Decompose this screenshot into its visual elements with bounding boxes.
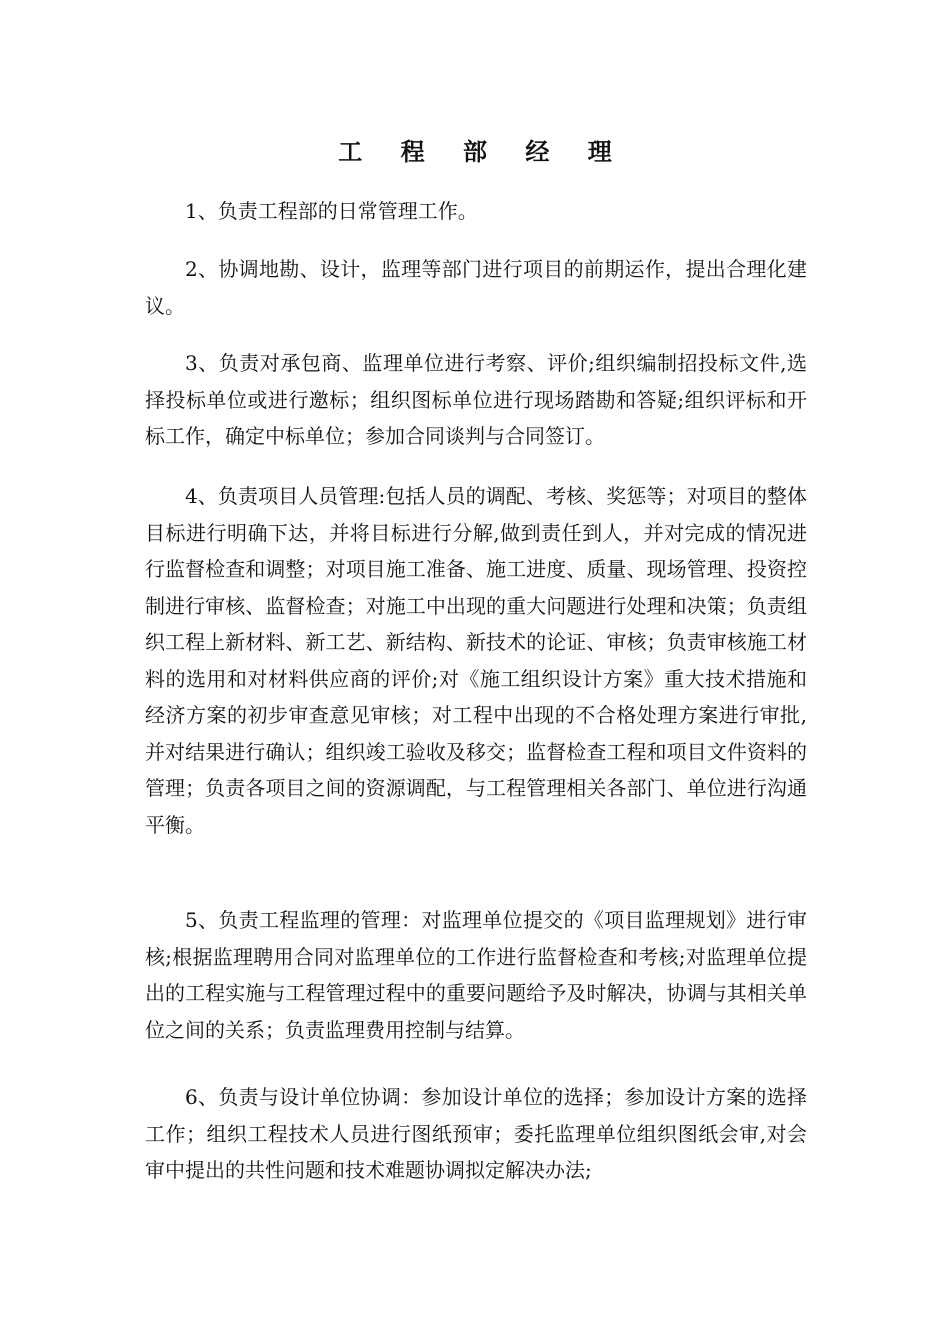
paragraph-1: 1、负责工程部的日常管理工作。 [185, 199, 478, 223]
paragraph-3: 3、负责对承包商、监理单位进行考察、评价;组织编制招投标文件,选择投标单位或进行邀标；组织图标单位进行现场踏勘和答疑;组织评标和开标工作，确定中标单位；参加合同谈判与合同签订。 [145, 351, 807, 448]
paragraph-4: 4、负责项目人员管理:包括人员的调配、考核、奖惩等；对项目的整体目标进行明确下达，并将目标进行分解,做到责任到人，并对完成的情况进行监督检查和调整；对项目施工准备、施工进度、质量、现场管理、投资控制进行审核、监督检查；对施工中出现的重大问题进行处理和决策；负责组织工程上新材料、新工艺、新结构、新技术的论证、审核；负责审核施工材料的选用和对材料供应商的评价;对《施工组织设计方案》重大技术措施和经济方案的初步审查意见审核；对工程中出现的不合格处理方案进行审批,并对结果进行确认；组织竣工验收及移交；监督检查工程和项目文件资料的管理；负责各项目之间的资源调配，与工程管理相关各部门、单位进行沟通平衡。 [145, 484, 807, 837]
paragraph-2: 2、协调地勘、设计，监理等部门进行项目的前期运作，提出合理化建议。 [145, 257, 807, 318]
paragraph-6: 6、负责与设计单位协调：参加设计单位的选择；参加设计方案的选择工作；组织工程技术人员进行图纸预审；委托监理单位组织图纸会审,对会审中提出的共性问题和技术难题协调拟定解决办法; [145, 1085, 807, 1182]
page-title: 工 程 部 经 理 [338, 138, 627, 166]
paragraph-5: 5、负责工程监理的管理：对监理单位提交的《项目监理规划》进行审核;根据监理聘用合同对监理单位的工作进行监督检查和考核;对监理单位提出的工程实施与工程管理过程中的重要问题给予及时解决，协调与其相关单位之间的关系；负责监理费用控制与结算。 [145, 908, 807, 1042]
